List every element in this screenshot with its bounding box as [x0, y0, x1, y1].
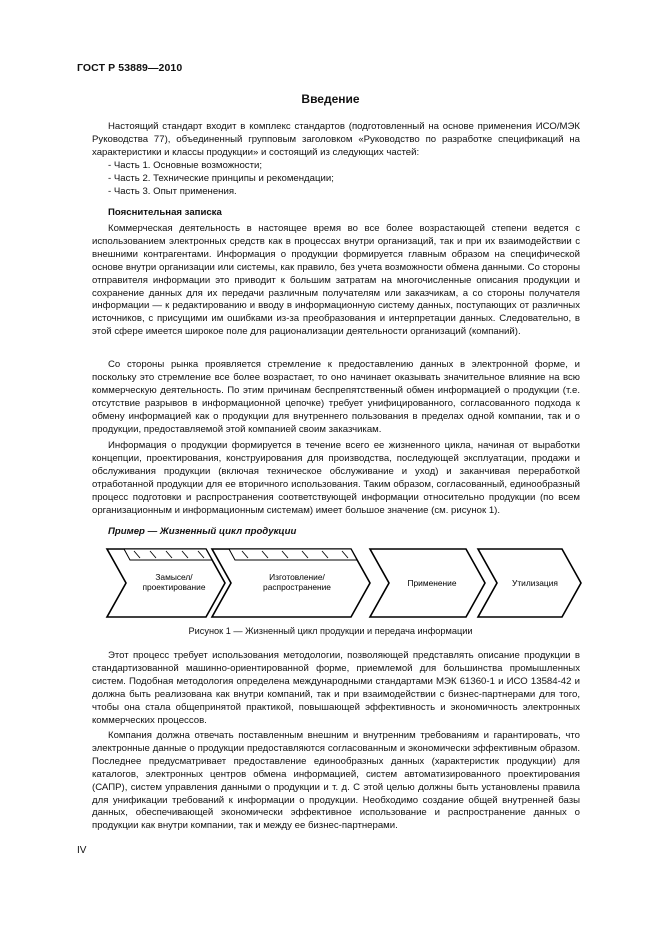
- stage-manufacturing-label-1: Изготовление/: [269, 572, 325, 582]
- figure-caption: Рисунок 1 — Жизненный цикл продукции и передача информации: [188, 626, 473, 636]
- document-header: ГОСТ Р 53889—2010: [77, 62, 183, 74]
- paragraph-2: Со стороны рынка проявляется стремление к предоставлению данных в электронной форме, и поскольку это стремление все более возрастает, то оно начинает оказывать значительное влияние на всю коммерческую деятельность. По этим причинам беспрепятственный обмен информацией о продукции (т.е. отсутствие разрывов в информационной цепочке) требует унифицированного, согласованного подхода к обмену информацией как о продукции для внутреннего пользования в пределах одной компании, так и о продукции, предоставляемой этой компанией своим заказчикам.: [92, 359, 580, 435]
- paragraph-1: Коммерческая деятельность в настоящее время во все более возрастающей степени ведется с использованием электронных средств как в процессах внутри организаций, так и при их взаимодействии с внешними контрагентами. Информация о продукции формируется главным образом на специфической основе внутри организации или системы, как правило, без учета возможности обмена данными. Со стороны отправителя информации это приводит к большим затратам на многочисленные описания продукции и сохранение данных для их передачи различным получателям или заказчикам, а со стороны получателя информации — к редактированию и вводу в информационную систему данных, поступающих от различных источников, с присущими им ошибками из-за преобразования и интерпретации данных. Следовательно, в этой сфере имеется широкое поле для рационализации деятельности организаций (компаний).: [92, 223, 580, 338]
- page-number: IV: [77, 845, 87, 856]
- stage-usage-label: Применение: [407, 578, 457, 588]
- section-title: Введение: [301, 92, 360, 106]
- paragraph-5: Компания должна отвечать поставленным внешним и внутренним требованиям и гарантировать, что электронные данные о продукции предоставляются согласованным и экономически эффективным образом. Последнее предусматривает предоставление единообразных данных (характеристик продукции) для каталогов, электронных центров обмена информацией, систем автоматизированного проектирования (САПР), систем управления данными о продукции и т. д. С этой целью должны быть установлены правила для унификации требований к информации о продукции. Необходимо создание общей внутренней базы данных, обеспечивающей экономически эффективное использование и распространение данных о продукции как внутри компании, так и между ее бизнес-партнерами.: [92, 730, 580, 832]
- lifecycle-diagram: [104, 543, 586, 623]
- subheading: Пояснительная записка: [108, 207, 222, 218]
- stage-manufacturing-label-2: распространение: [263, 582, 331, 592]
- part-item-1: - Часть 1. Основные возможности;: [108, 160, 263, 171]
- paragraph-3: Информация о продукции формируется в течение всего ее жизненного цикла, начиная от выработки концепции, проектирования, конструирования для производства, последующей эксплуатации, продажи и обслуживания продукции (включая техническое обслуживание и уход) и заканчивая переработкой отработанной продукции для ее вторичного использования. Таким образом, согласованный, единообразный процесс подготовки и распространения соответствующей информации относительно продукции (по всем организационным и информационным системам) имеет большое значение (см. рисунок 1).: [92, 440, 580, 516]
- part-item-3: - Часть 3. Опыт применения.: [108, 186, 237, 197]
- stage-concept-label-1: Замысел/: [155, 572, 193, 582]
- intro-paragraph: Настоящий стандарт входит в комплекс стандартов (подготовленный на основе применения ИСО/МЭК Руководства 77), объединенный групповым заголовком «Руководство по разработке спецификаций на характеристики и классы продукции» и состоящий из следующих частей:: [92, 121, 580, 158]
- stage-disposal-label: Утилизация: [512, 578, 558, 588]
- paragraph-4: Этот процесс требует использования методологии, позволяющей представлять описание продукции в стандартизованной машинно-ориентированной форме, приемлемой для большинства промышленных систем. Подобная методология определена международными стандартами МЭК 61360-1 и ИСО 13584-42 и должна быть реализована как внутри компаний, так и при взаимодействии с бизнес-партнерами для того, чтобы она стала общепринятой практикой, повышающей эффективность и экономичность электронных коммерческих процессов.: [92, 650, 580, 726]
- example-label: Пример — Жизненный цикл продукции: [108, 526, 297, 537]
- part-item-2: - Часть 2. Технические принципы и рекомендации;: [108, 173, 334, 184]
- stage-concept-label-2: проектирование: [142, 582, 206, 592]
